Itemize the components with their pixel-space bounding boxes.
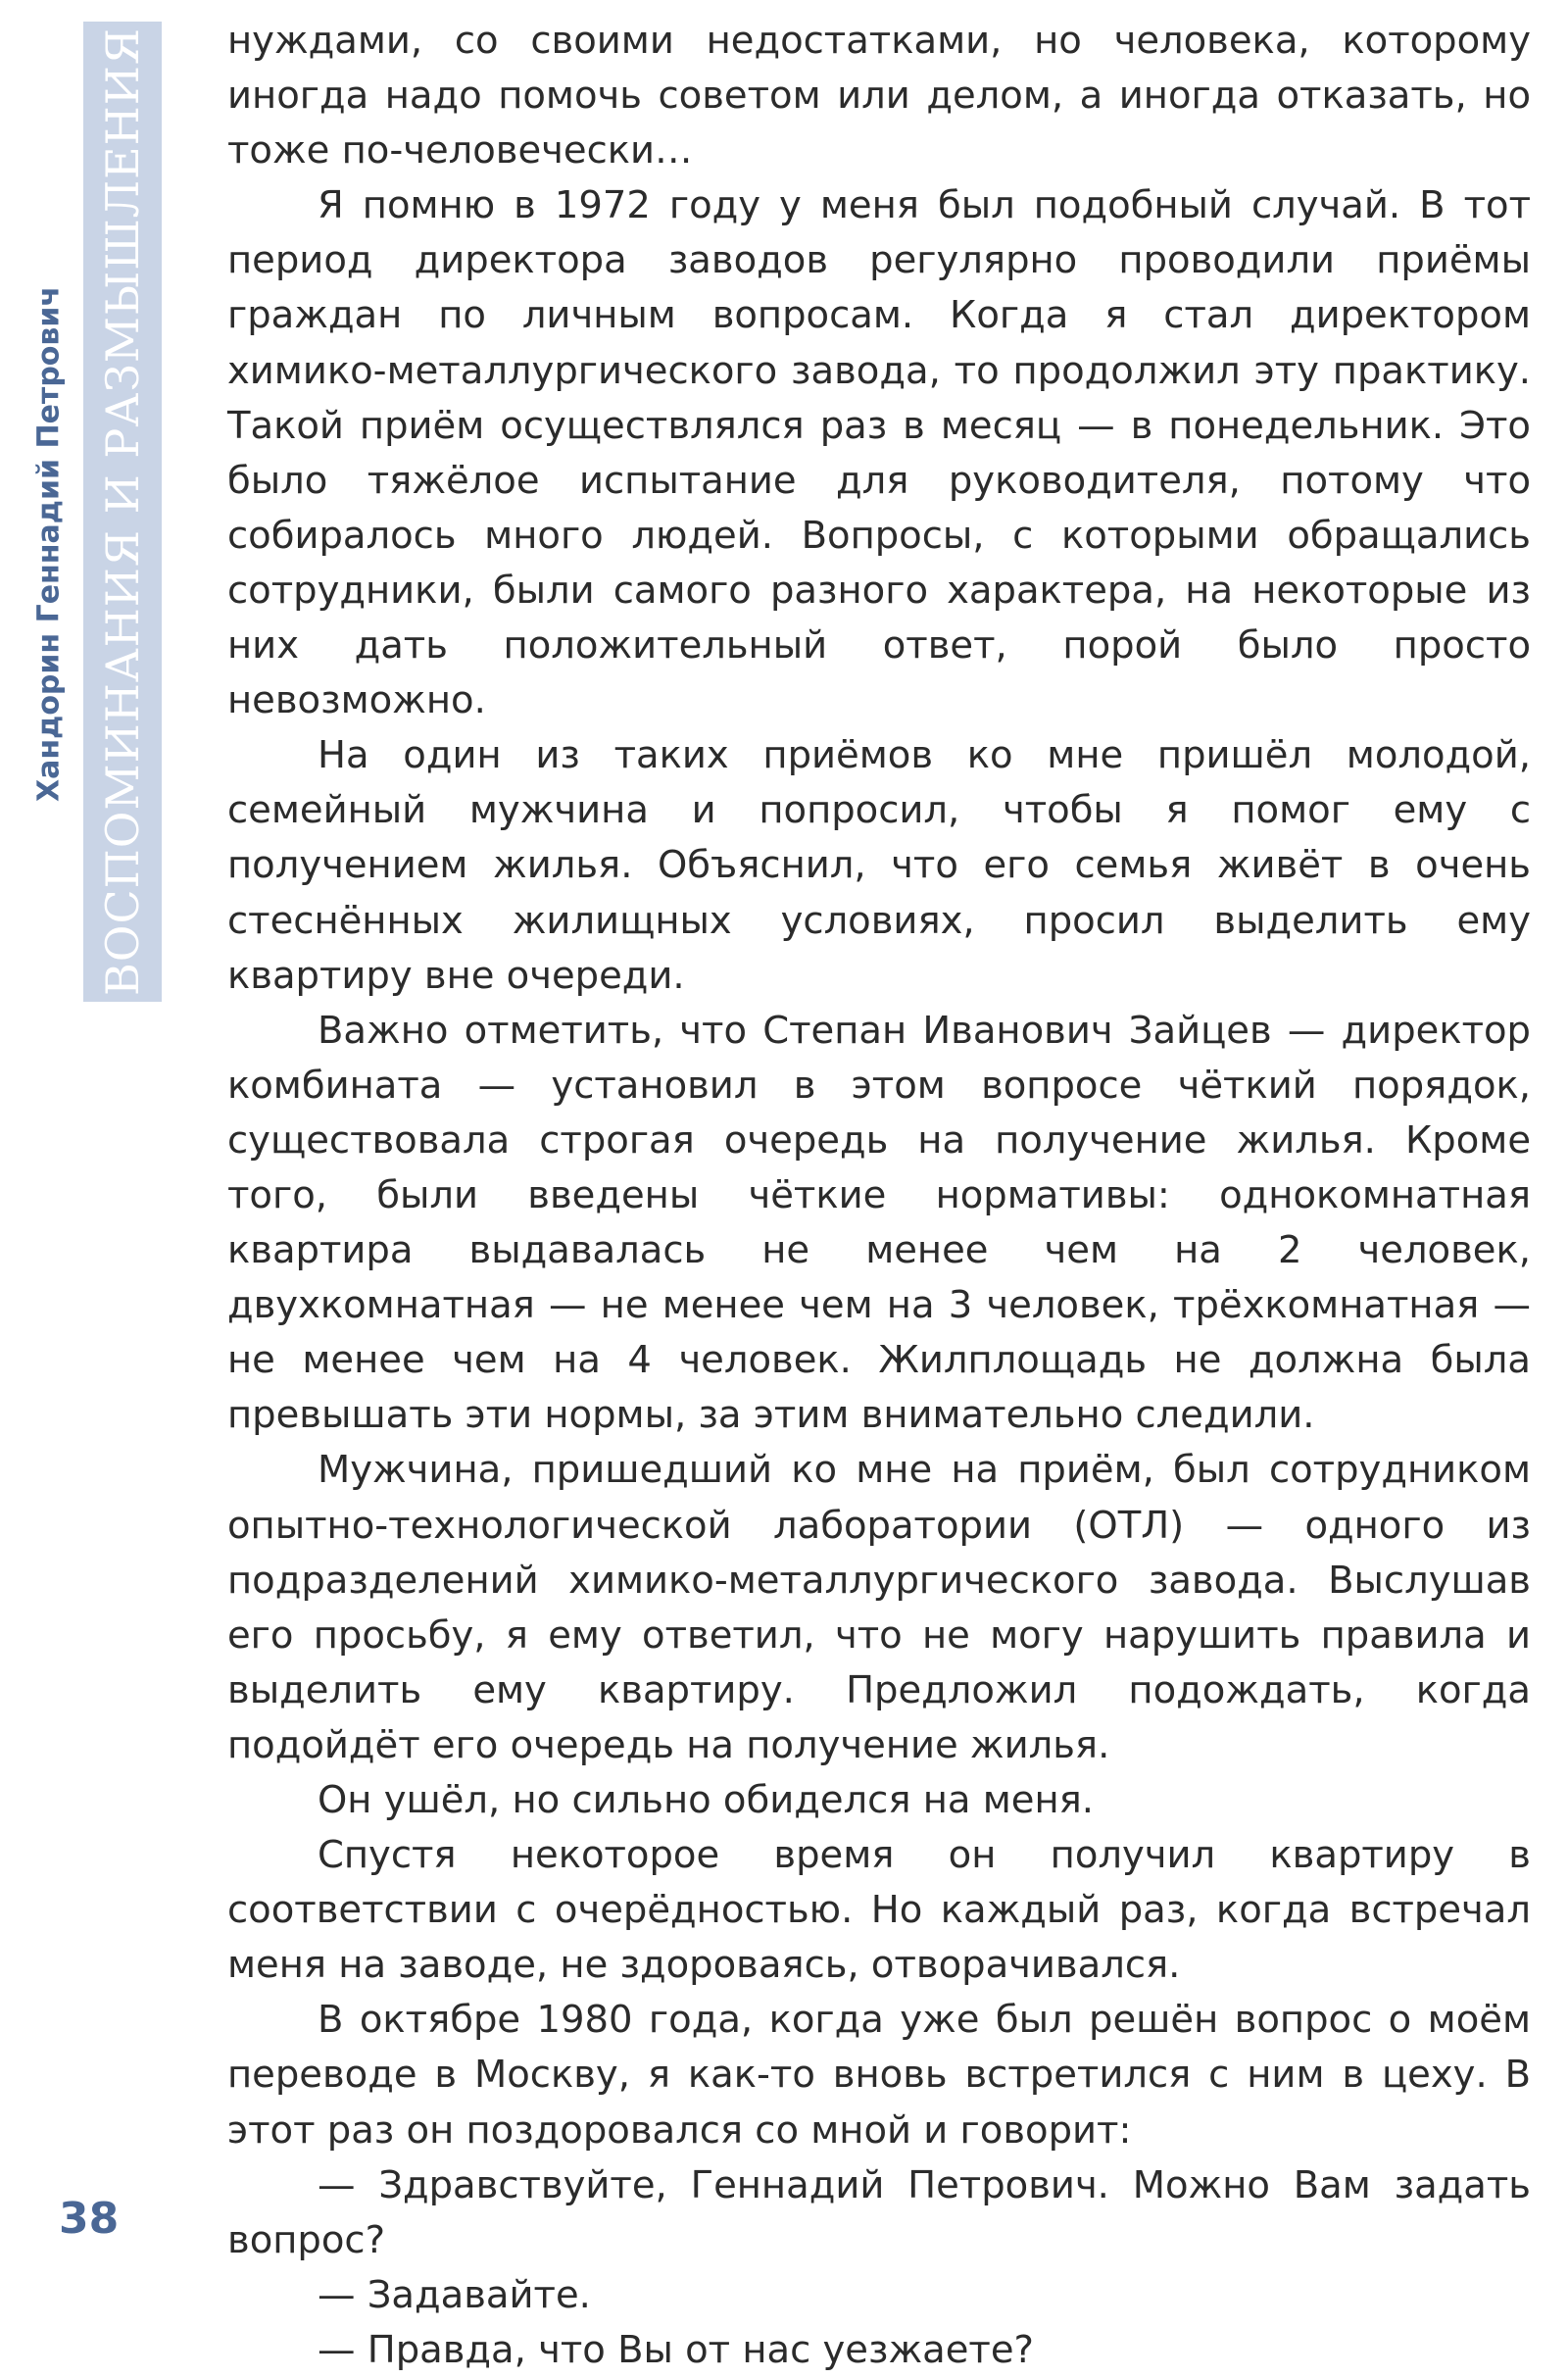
author-name: Хандорин Геннадий Петрович <box>31 285 67 803</box>
paragraph: Я помню в 1972 году у меня был подобный случай. В тот период директора заводов регулярно проводили приёмы граждан по личным вопросам. Когда я стал директором химико-металлургического завода, то продолжил эту практику. Такой приём осуществлялся раз в месяц — в понедельник. Это было тяжёлое испытание для руководителя, потому что собиралось много людей. Вопросы, с которыми обращались сотрудники, были самого разного характера, на некоторые из них дать положительный ответ, порой было просто невозможно. <box>227 183 1531 723</box>
paragraph: Важно отметить, что Степан Иванович Зайцев — директор комбината — установил в этом вопросе чёткий порядок, существовала строгая очередь на получение жилья. Кроме того, были введены чёткие нормативы: однокомнатная квартира выдавалась не менее чем на 2 человек, двухкомнатная — не менее чем на 3 человек, трёхкомнатная — не менее чем на 4 человек. Жилплощадь не должна была превышать эти нормы, за этим внимательно следили. <box>227 1008 1531 1438</box>
paragraph: нуждами, со своими недостатками, но человека, которому иногда надо помочь советом или делом, а иногда отказать, но тоже по-человечески… <box>227 19 1531 173</box>
body-text <box>227 14 1531 2378</box>
page-number: 38 <box>59 2194 120 2244</box>
dialogue-line: — Правда, что Вы от нас уезжаете? <box>318 2327 1034 2372</box>
dialogue-line: — Здравствуйте, Геннадий Петрович. Можно Вам задать вопрос? <box>227 2162 1531 2262</box>
section-title: ВОСПОМИНАНИЯ И РАЗМЫШЛЕНИЯ <box>96 26 149 997</box>
dialogue-line: — Задавайте. <box>318 2272 591 2317</box>
section-title-band <box>83 22 162 1002</box>
paragraph: В октябре 1980 года, когда уже был решён вопрос о моём переводе в Москву, я как-то вновь встретился с ним в цеху. В этот раз он поздоровался со мной и говорит: <box>227 1998 1531 2153</box>
paragraph: Он ушёл, но сильно обиделся на меня. <box>318 1778 1095 1822</box>
paragraph: На один из таких приёмов ко мне пришёл молодой, семейный мужчина и попросил, чтобы я помог ему с получением жилья. Объяснил, что его семья живёт в очень стеснённых жилищных условиях, просил выделить ему квартиру вне очереди. <box>227 733 1531 998</box>
paragraph: Спустя некоторое время он получил квартиру в соответствии с очерёдностью. Но каждый раз, когда встречал меня на заводе, не здороваясь, отворачивался. <box>227 1833 1531 1988</box>
paragraph: Мужчина, пришедший ко мне на приём, был сотрудником опытно-технологической лаборатории (ОТЛ) — одного из подразделений химико-металлургического завода. Выслушав его просьбу, я ему ответил, что не могу нарушить правила и выделить ему квартиру. Предложил подождать, когда подойдёт его очередь на получение жилья. <box>227 1448 1531 1767</box>
